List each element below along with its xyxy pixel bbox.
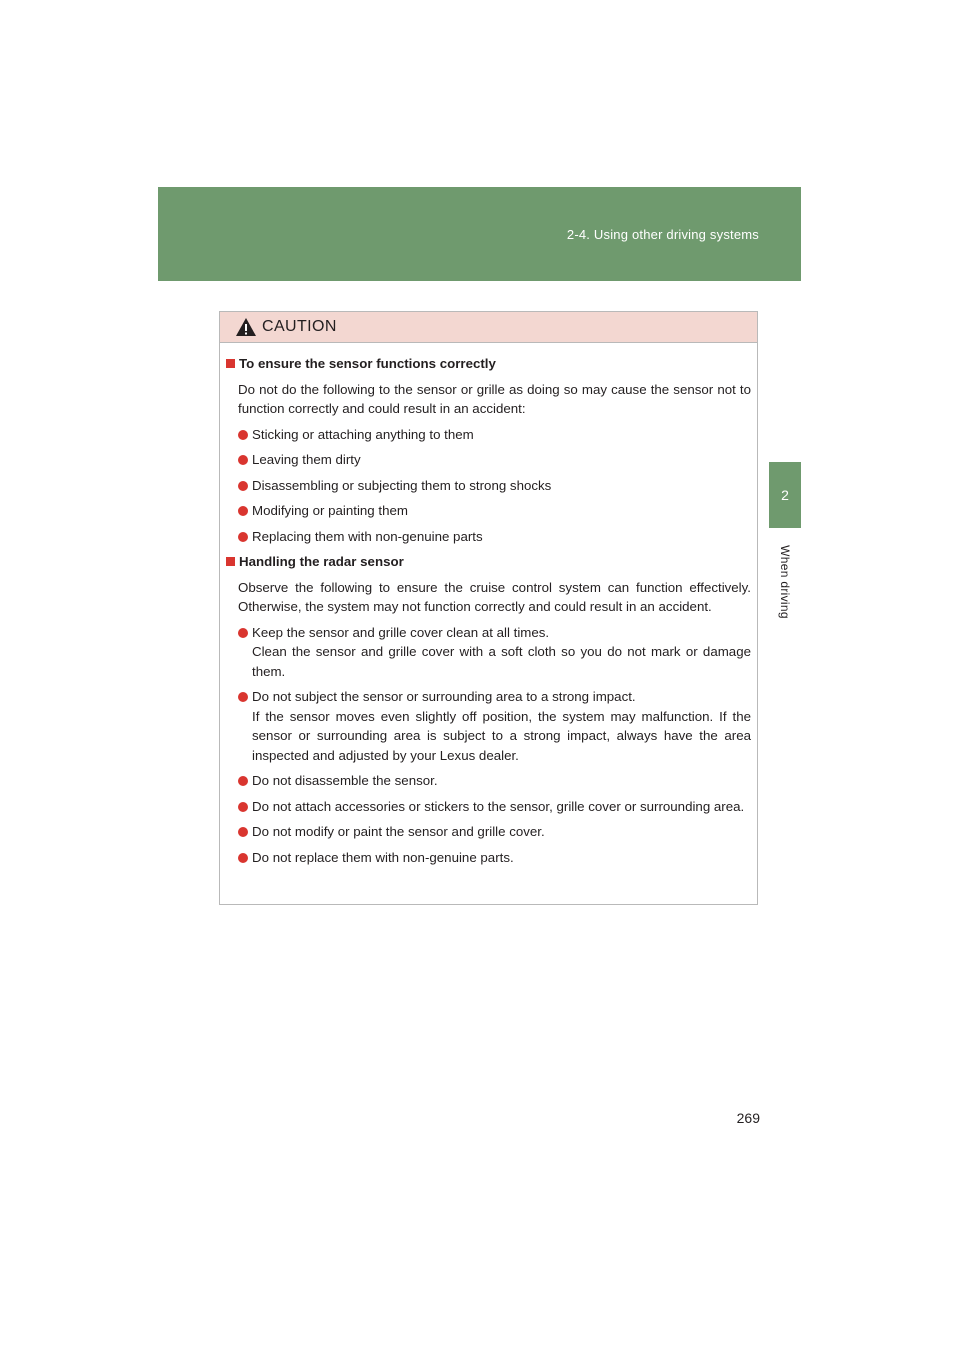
list-item (226, 797, 751, 817)
list-item-text: Keep the sensor and grille cover clean at all times. (252, 624, 550, 640)
caution-body (220, 343, 757, 867)
heading-text: Handling the radar sensor (239, 554, 404, 569)
list-item-text: Modifying or painting them (252, 503, 408, 518)
list-item (226, 425, 751, 445)
list-item (226, 476, 751, 496)
caution-section-heading (226, 354, 751, 374)
caution-section-heading (226, 552, 751, 572)
chapter-tab (769, 462, 801, 528)
list-item-text: Leaving them dirty (252, 452, 361, 467)
round-bullet-icon (238, 481, 248, 491)
square-bullet-icon (226, 359, 235, 368)
chapter-label: When driving (778, 545, 792, 619)
list-item-text: Do not disassemble the sensor. (252, 773, 438, 788)
list-item-detail: If the sensor moves even slightly off position, the system may malfunction. If the sensor or surrounding area is subject to a strong impact, always have the area inspected and adjusted by your Lexus dealer. (252, 708, 751, 763)
caution-box (219, 311, 758, 905)
list-item-text: Do not modify or paint the sensor and grille cover. (252, 824, 545, 839)
page-number: 269 (736, 1110, 760, 1126)
list-item-text: Do not replace them with non-genuine parts. (252, 849, 514, 865)
list-item (226, 687, 751, 765)
section-intro: Observe the following to ensure the cruise control system can function effectively. Otherwise, the system may not function correctly and could result in an accident. (238, 579, 751, 614)
list-item-text: Sticking or attaching anything to them (252, 426, 474, 442)
list-item (226, 450, 751, 470)
warning-triangle-icon (235, 317, 257, 337)
round-bullet-icon (238, 853, 248, 863)
list-item-text: Disassembling or subjecting them to strong shocks (252, 477, 552, 493)
round-bullet-icon (238, 827, 248, 837)
round-bullet-icon (238, 506, 248, 516)
section-header-band (158, 187, 801, 281)
list-item-detail: Clean the sensor and grille cover with a soft cloth so you do not mark or damage them. (252, 644, 751, 679)
list-item (226, 822, 751, 842)
section-intro: Do not do the following to the sensor or grille as doing so may cause the sensor not to function correctly and could result in an accident: (238, 381, 751, 416)
round-bullet-icon (238, 455, 248, 465)
heading-text: To ensure the sensor functions correctly (239, 356, 496, 371)
round-bullet-icon (238, 430, 248, 440)
list-item (226, 623, 751, 682)
list-item (226, 501, 751, 521)
caution-title: CAUTION (262, 318, 337, 335)
round-bullet-icon (238, 776, 248, 786)
list-item (226, 771, 751, 791)
round-bullet-icon (238, 802, 248, 812)
square-bullet-icon (226, 557, 235, 566)
list-item-text: Replacing them with non-genuine parts (252, 528, 483, 544)
round-bullet-icon (238, 532, 248, 542)
caution-header (220, 312, 757, 343)
chapter-number: 2 (781, 487, 789, 503)
round-bullet-icon (238, 628, 248, 638)
list-item (226, 527, 751, 547)
list-item (226, 848, 751, 868)
round-bullet-icon (238, 692, 248, 702)
section-title: 2-4. Using other driving systems (566, 227, 759, 242)
list-item-text: Do not attach accessories or stickers to the sensor, grille cover or surrounding area. (252, 798, 745, 814)
list-item-text: Do not subject the sensor or surrounding area to a strong impact. (252, 689, 636, 704)
